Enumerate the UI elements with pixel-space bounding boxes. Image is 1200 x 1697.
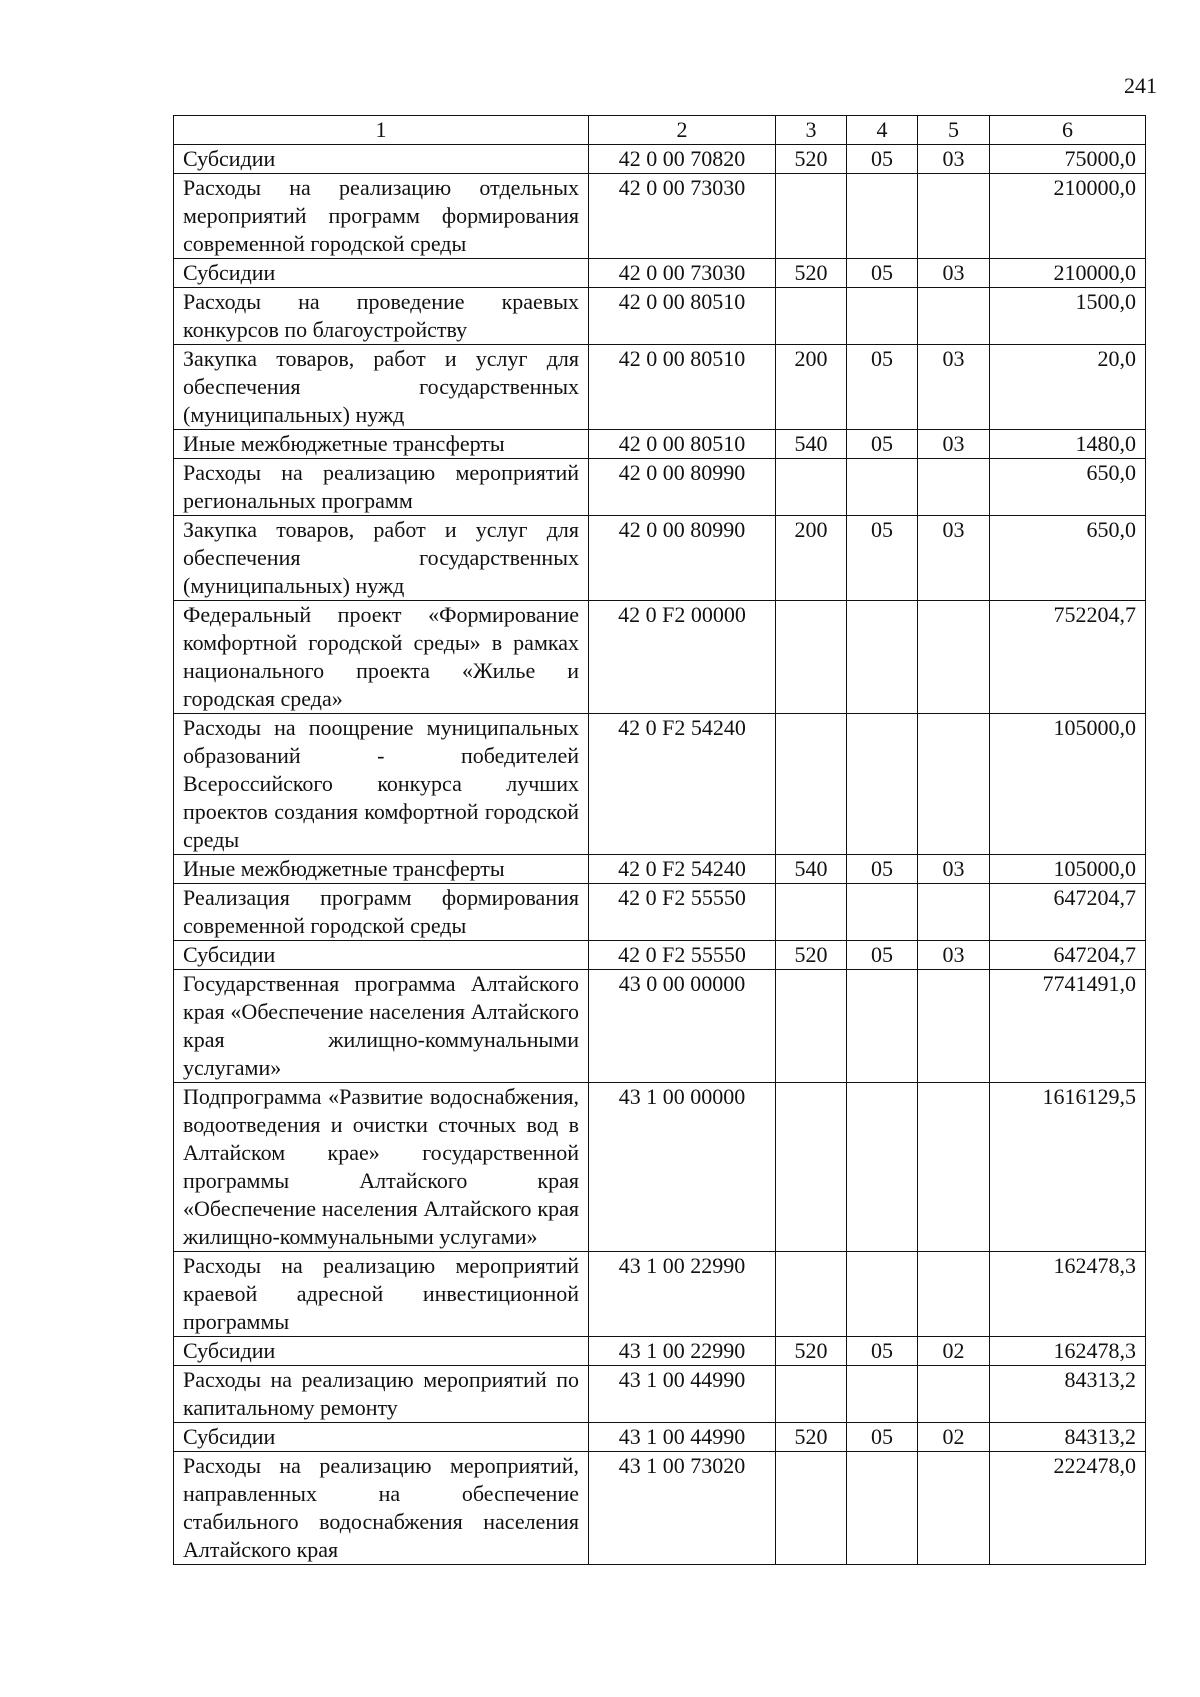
row-amount-cell: 162478,3 — [990, 1337, 1146, 1366]
row-c5-cell — [918, 459, 990, 516]
row-code-cell: 42 0 00 73030 — [589, 259, 776, 288]
table-row — [174, 714, 1146, 855]
row-name-cell: Расходы на поощрение муниципальных образований - победителей Всероссийского конкурса лучших проектов создания комфортной городской среды — [174, 714, 589, 855]
row-c3-cell: 520 — [776, 145, 847, 174]
row-c3-cell — [776, 714, 847, 855]
column-header: 6 — [990, 116, 1146, 145]
row-c4-cell: 05 — [847, 855, 918, 884]
table-header — [174, 116, 1146, 145]
row-c5-cell — [918, 714, 990, 855]
row-c4-cell: 05 — [847, 430, 918, 459]
column-header: 4 — [847, 116, 918, 145]
row-c3-cell — [776, 970, 847, 1083]
row-name-cell: Реализация программ формирования современной городской среды — [174, 884, 589, 941]
row-c5-cell — [918, 884, 990, 941]
row-amount-cell: 1480,0 — [990, 430, 1146, 459]
row-name-cell: Иные межбюджетные трансферты — [174, 430, 589, 459]
row-code-cell: 42 0 00 80990 — [589, 516, 776, 601]
row-amount-cell: 650,0 — [990, 516, 1146, 601]
row-name-cell: Субсидии — [174, 259, 589, 288]
table-row — [174, 345, 1146, 430]
row-c3-cell: 520 — [776, 1423, 847, 1452]
table-row — [174, 516, 1146, 601]
row-code-cell: 42 0 F2 00000 — [589, 601, 776, 714]
row-amount-cell: 84313,2 — [990, 1366, 1146, 1423]
row-c5-cell — [918, 601, 990, 714]
row-code-cell: 42 0 00 80990 — [589, 459, 776, 516]
row-amount-cell: 650,0 — [990, 459, 1146, 516]
row-c5-cell — [918, 970, 990, 1083]
row-c5-cell: 02 — [918, 1337, 990, 1366]
column-header: 1 — [174, 116, 589, 145]
row-amount-cell: 222478,0 — [990, 1452, 1146, 1565]
table-row — [174, 855, 1146, 884]
row-amount-cell: 162478,3 — [990, 1252, 1146, 1337]
row-c4-cell — [847, 884, 918, 941]
row-c3-cell: 200 — [776, 516, 847, 601]
row-name-cell: Субсидии — [174, 1337, 589, 1366]
row-c4-cell — [847, 714, 918, 855]
row-name-cell: Субсидии — [174, 145, 589, 174]
row-c5-cell — [918, 1452, 990, 1565]
row-name-cell: Расходы на реализацию мероприятий по капитальному ремонту — [174, 1366, 589, 1423]
row-c5-cell: 03 — [918, 855, 990, 884]
row-c5-cell: 03 — [918, 345, 990, 430]
column-header: 3 — [776, 116, 847, 145]
row-c5-cell: 03 — [918, 259, 990, 288]
row-c4-cell — [847, 174, 918, 259]
row-c4-cell — [847, 288, 918, 345]
table-row — [174, 1083, 1146, 1252]
row-name-cell: Расходы на реализацию мероприятий, направленных на обеспечение стабильного водоснабжения населения Алтайского края — [174, 1452, 589, 1565]
row-c5-cell: 03 — [918, 941, 990, 970]
page-number: 241 — [1124, 73, 1157, 98]
row-c4-cell — [847, 1252, 918, 1337]
row-code-cell: 42 0 F2 54240 — [589, 855, 776, 884]
row-code-cell: 43 1 00 22990 — [589, 1337, 776, 1366]
row-c5-cell — [918, 288, 990, 345]
row-name-cell: Субсидии — [174, 1423, 589, 1452]
row-c4-cell — [847, 459, 918, 516]
row-amount-cell: 105000,0 — [990, 714, 1146, 855]
row-c3-cell: 520 — [776, 259, 847, 288]
header-row — [174, 116, 1146, 145]
row-c3-cell — [776, 288, 847, 345]
row-c4-cell — [847, 1452, 918, 1565]
row-code-cell: 43 0 00 00000 — [589, 970, 776, 1083]
table-row — [174, 459, 1146, 516]
row-c3-cell — [776, 1083, 847, 1252]
budget-table — [173, 115, 1146, 1565]
row-code-cell: 42 0 00 80510 — [589, 430, 776, 459]
row-code-cell: 43 1 00 73020 — [589, 1452, 776, 1565]
row-c4-cell — [847, 1366, 918, 1423]
row-amount-cell: 20,0 — [990, 345, 1146, 430]
table-row — [174, 259, 1146, 288]
row-c5-cell: 03 — [918, 430, 990, 459]
table-row — [174, 430, 1146, 459]
table-row — [174, 1423, 1146, 1452]
row-c4-cell — [847, 970, 918, 1083]
table-row — [174, 941, 1146, 970]
table-row — [174, 601, 1146, 714]
table-row — [174, 1366, 1146, 1423]
row-name-cell: Расходы на реализацию отдельных мероприятий программ формирования современной городской среды — [174, 174, 589, 259]
table-row — [174, 145, 1146, 174]
row-c5-cell: 03 — [918, 516, 990, 601]
row-name-cell: Закупка товаров, работ и услуг для обеспечения государственных (муниципальных) нужд — [174, 516, 589, 601]
table-row — [174, 1452, 1146, 1565]
row-name-cell: Федеральный проект «Формирование комфортной городской среды» в рамках национального проекта «Жилье и городская среда» — [174, 601, 589, 714]
row-c4-cell — [847, 1083, 918, 1252]
row-name-cell: Расходы на реализацию мероприятий краевой адресной инвестиционной программы — [174, 1252, 589, 1337]
table-row — [174, 174, 1146, 259]
row-c3-cell: 520 — [776, 1337, 847, 1366]
row-c5-cell: 03 — [918, 145, 990, 174]
table-row — [174, 288, 1146, 345]
row-c5-cell — [918, 1083, 990, 1252]
row-name-cell: Расходы на проведение краевых конкурсов по благоустройству — [174, 288, 589, 345]
row-name-cell: Подпрограмма «Развитие водоснабжения, водоотведения и очистки сточных вод в Алтайском крае» государственной программы Алтайского края «Обеспечение населения Алтайского края жилищно-коммунальными услугами» — [174, 1083, 589, 1252]
row-code-cell: 42 0 F2 54240 — [589, 714, 776, 855]
row-code-cell: 42 0 F2 55550 — [589, 884, 776, 941]
row-amount-cell: 1500,0 — [990, 288, 1146, 345]
row-c3-cell: 520 — [776, 941, 847, 970]
row-c4-cell: 05 — [847, 1423, 918, 1452]
row-c4-cell: 05 — [847, 345, 918, 430]
row-c3-cell — [776, 459, 847, 516]
row-code-cell: 42 0 00 73030 — [589, 174, 776, 259]
row-code-cell: 43 1 00 44990 — [589, 1366, 776, 1423]
row-c3-cell: 540 — [776, 430, 847, 459]
row-c4-cell: 05 — [847, 941, 918, 970]
row-amount-cell: 752204,7 — [990, 601, 1146, 714]
row-c3-cell — [776, 174, 847, 259]
row-c4-cell: 05 — [847, 259, 918, 288]
row-c3-cell — [776, 601, 847, 714]
row-c5-cell — [918, 1366, 990, 1423]
row-amount-cell: 105000,0 — [990, 855, 1146, 884]
row-c3-cell — [776, 884, 847, 941]
row-c3-cell: 540 — [776, 855, 847, 884]
table-row — [174, 1337, 1146, 1366]
row-code-cell: 42 0 00 80510 — [589, 345, 776, 430]
row-amount-cell: 84313,2 — [990, 1423, 1146, 1452]
row-c3-cell: 200 — [776, 345, 847, 430]
row-code-cell: 42 0 00 70820 — [589, 145, 776, 174]
row-amount-cell: 647204,7 — [990, 941, 1146, 970]
row-c3-cell — [776, 1252, 847, 1337]
row-name-cell: Иные межбюджетные трансферты — [174, 855, 589, 884]
row-amount-cell: 210000,0 — [990, 174, 1146, 259]
row-code-cell: 43 1 00 44990 — [589, 1423, 776, 1452]
row-amount-cell: 7741491,0 — [990, 970, 1146, 1083]
column-header: 5 — [918, 116, 990, 145]
row-code-cell: 43 1 00 00000 — [589, 1083, 776, 1252]
row-amount-cell: 210000,0 — [990, 259, 1146, 288]
table-body — [174, 145, 1146, 1565]
row-c5-cell — [918, 1252, 990, 1337]
row-amount-cell: 647204,7 — [990, 884, 1146, 941]
row-c3-cell — [776, 1452, 847, 1565]
row-c5-cell — [918, 174, 990, 259]
row-code-cell: 43 1 00 22990 — [589, 1252, 776, 1337]
row-amount-cell: 1616129,5 — [990, 1083, 1146, 1252]
row-c4-cell: 05 — [847, 516, 918, 601]
row-amount-cell: 75000,0 — [990, 145, 1146, 174]
row-code-cell: 42 0 F2 55550 — [589, 941, 776, 970]
row-name-cell: Расходы на реализацию мероприятий региональных программ — [174, 459, 589, 516]
table-row — [174, 884, 1146, 941]
row-c4-cell: 05 — [847, 1337, 918, 1366]
row-c5-cell: 02 — [918, 1423, 990, 1452]
row-name-cell: Государственная программа Алтайского края «Обеспечение населения Алтайского края жилищно-коммунальными услугами» — [174, 970, 589, 1083]
row-name-cell: Субсидии — [174, 941, 589, 970]
row-name-cell: Закупка товаров, работ и услуг для обеспечения государственных (муниципальных) нужд — [174, 345, 589, 430]
row-code-cell: 42 0 00 80510 — [589, 288, 776, 345]
row-c3-cell — [776, 1366, 847, 1423]
column-header: 2 — [589, 116, 776, 145]
row-c4-cell — [847, 601, 918, 714]
table-row — [174, 1252, 1146, 1337]
table-row — [174, 970, 1146, 1083]
row-c4-cell: 05 — [847, 145, 918, 174]
